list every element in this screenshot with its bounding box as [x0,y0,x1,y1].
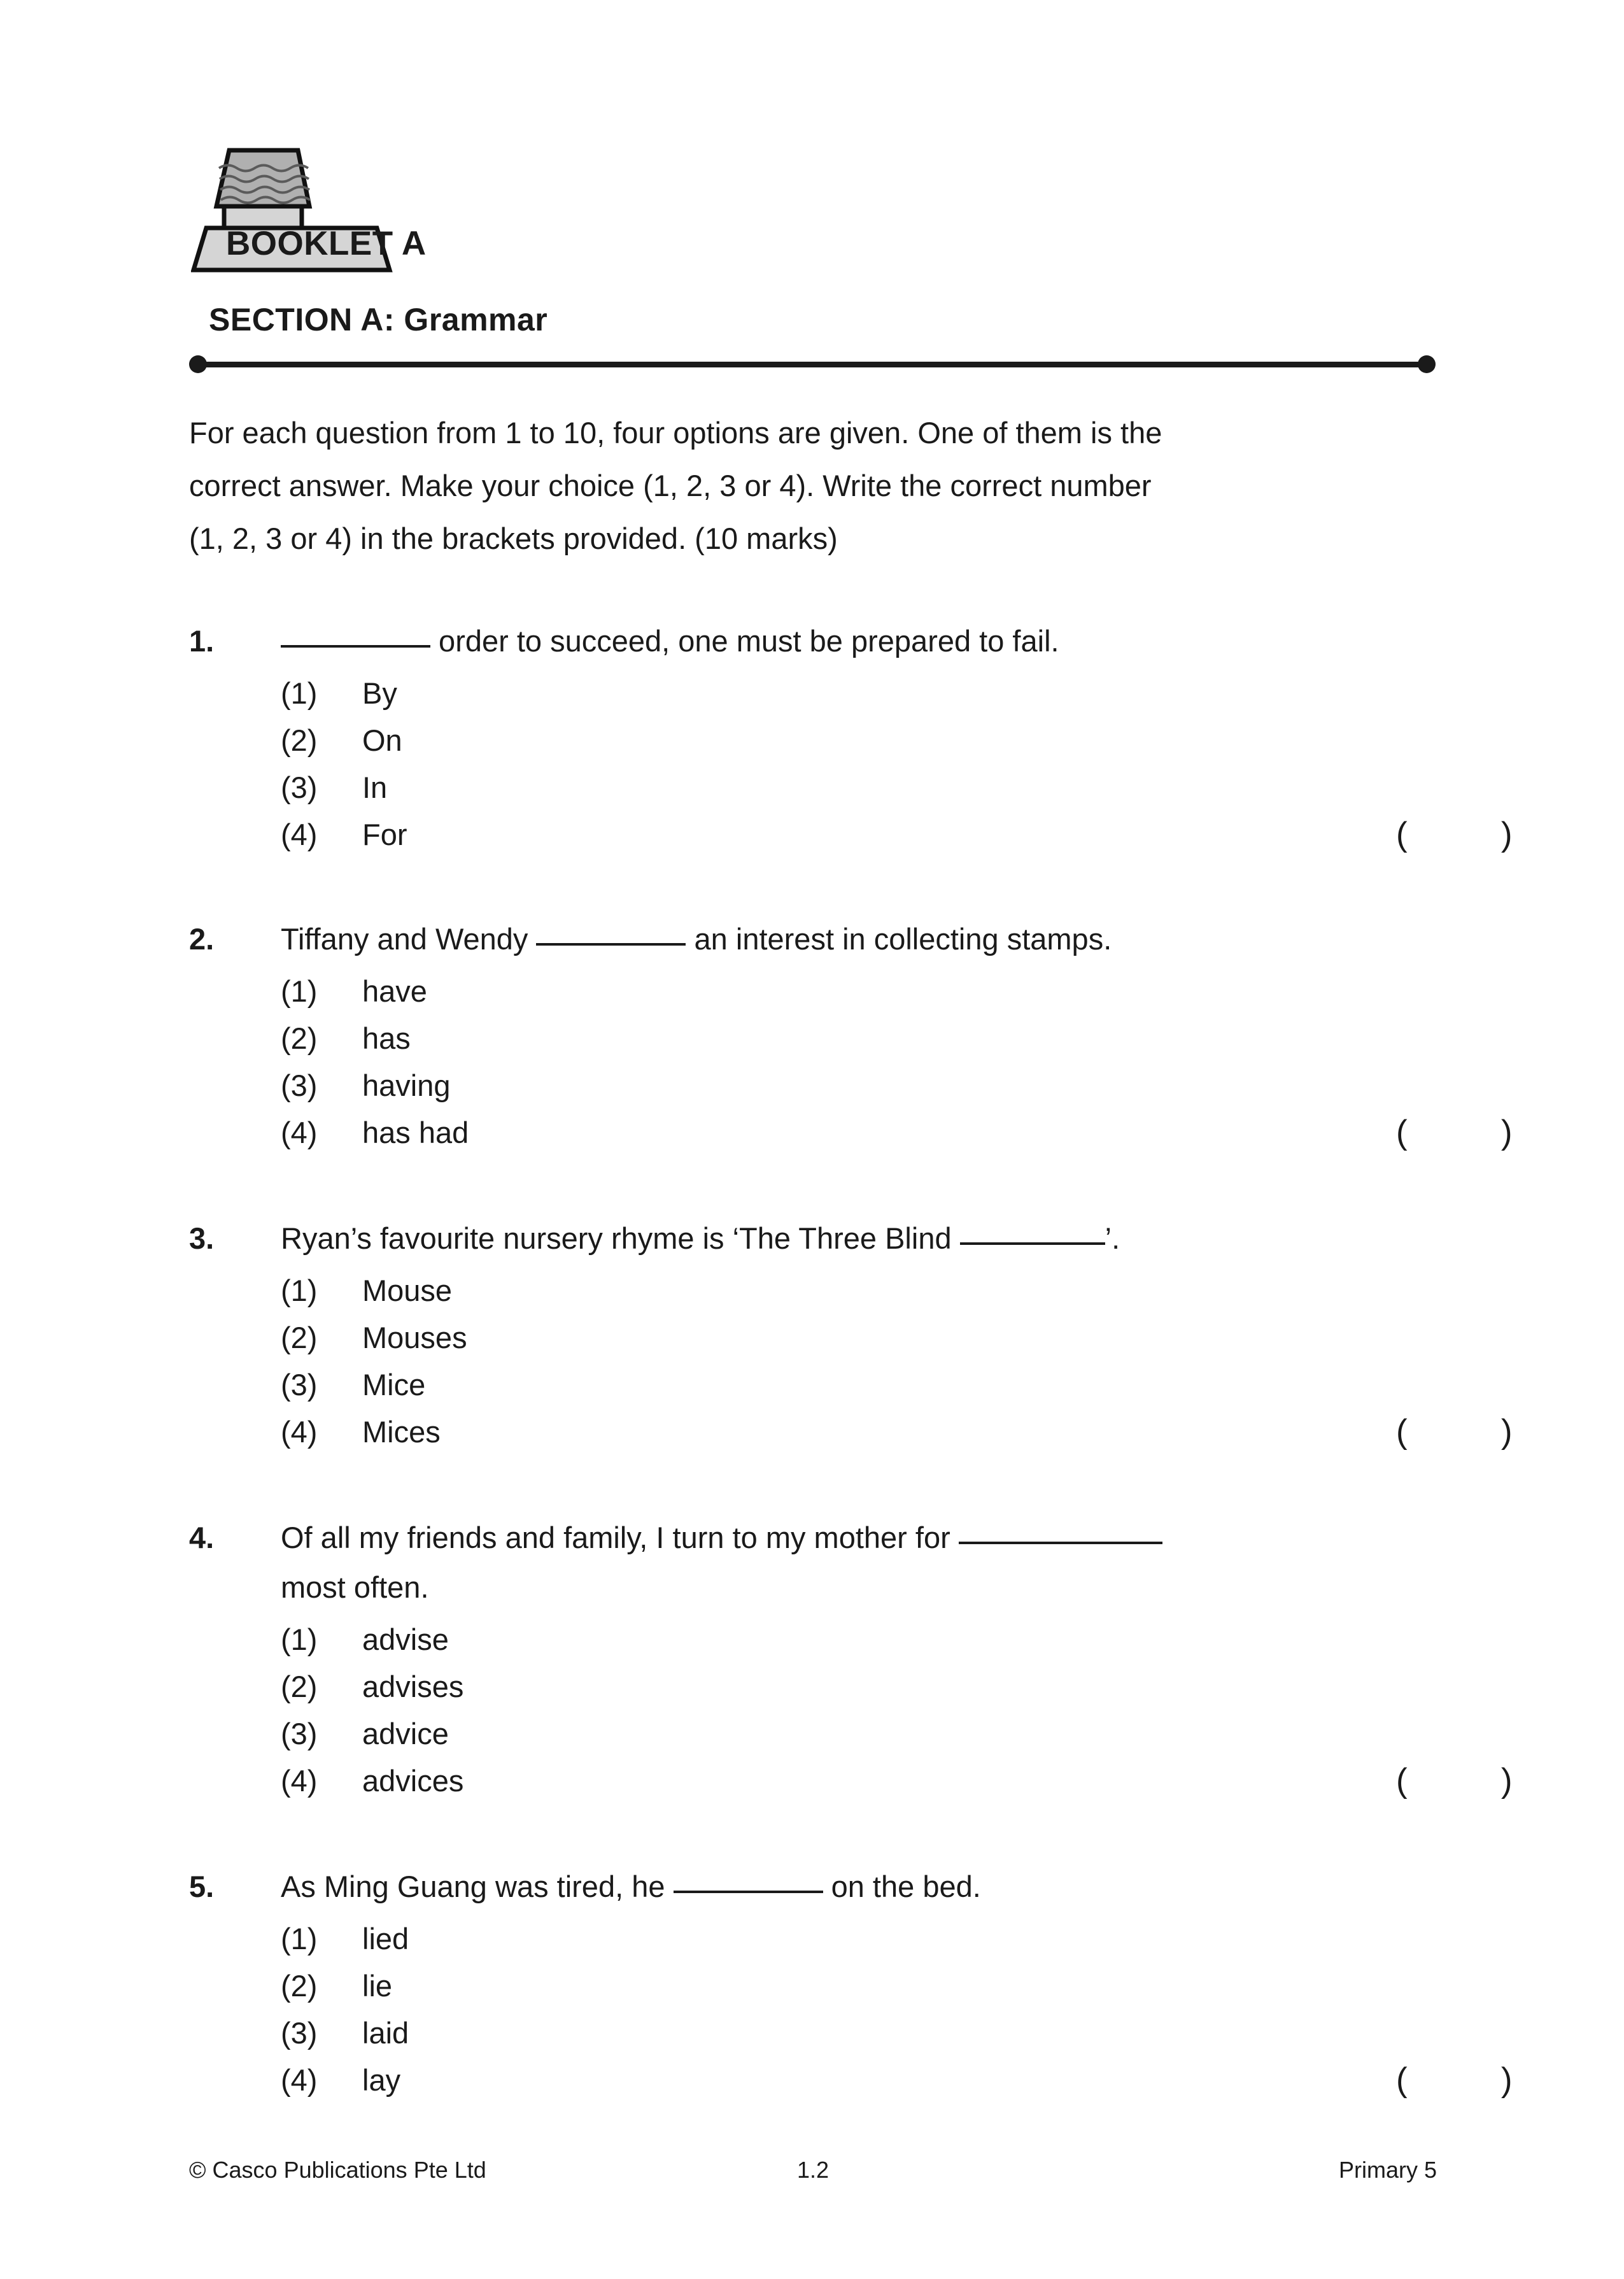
answer-brackets[interactable]: ( ) [1396,816,1513,853]
option-number: (2) [281,1670,318,1703]
question-2-stem-before: Tiffany and Wendy [281,922,537,956]
question-2-options [281,968,1513,1156]
question-4 [189,1513,1513,1805]
question-2-stem-after: an interest in collecting stamps. [686,922,1112,956]
option-number: (3) [281,2016,318,2050]
question-2-blank[interactable] [536,921,686,946]
option-row[interactable] [281,1062,1437,1109]
option-number: (4) [281,1116,318,1149]
option-row[interactable] [281,1915,1437,1963]
question-5 [189,1862,1513,2104]
option-row[interactable] [281,1757,1513,1805]
instructions-line-1-text: For each question from 1 to 10, four options are given. One of them is the [189,416,1162,450]
option-label: Mices [362,1415,441,1449]
instructions-line-2-text: correct answer. Make your choice (1, 2, 3 or 4). Write the correct number [189,469,1152,502]
option-label: has had [362,1116,469,1149]
option-row[interactable] [281,1616,1437,1663]
option-number: (1) [281,1922,318,1956]
option-row[interactable] [281,1409,1513,1456]
question-1-text [281,616,1437,666]
answer-brackets[interactable]: ( ) [1396,1762,1513,1800]
divider-dot-right [1418,355,1436,373]
question-4-stem-before: Of all my friends and family, I turn to my mother for [281,1521,959,1554]
option-number: (4) [281,1764,318,1798]
option-number: (3) [281,1368,318,1402]
question-4-options [281,1616,1513,1805]
question-2-text [281,914,1437,964]
question-1-options [281,670,1513,858]
page-footer [189,2151,1437,2189]
option-number: (1) [281,676,318,710]
option-row[interactable] [281,764,1437,811]
question-4-blank[interactable] [959,1520,1162,1544]
page-number: 1.2 [796,2157,830,2183]
question-4-text-continued: most often. [281,1570,429,1604]
option-number: (4) [281,2063,318,2097]
question-2-stem [189,914,1437,964]
question-1 [189,616,1513,858]
section-divider [189,355,1436,373]
option-label: advice [362,1717,449,1750]
answer-brackets[interactable]: ( ) [1396,1114,1513,1151]
divider-bar [197,362,1428,367]
level-label: Primary 5 [1338,2157,1437,2183]
option-row[interactable] [281,1663,1437,1710]
booklet-label: BOOKLET A [226,225,427,262]
option-row[interactable] [281,2057,1513,2104]
option-label: lie [362,1969,393,2003]
question-2-number: 2. [189,922,215,956]
copyright-notice: © Casco Publications Pte Ltd [189,2157,486,2183]
option-label: lay [362,2063,401,2097]
question-3-text [281,1214,1437,1263]
option-row[interactable] [281,2010,1437,2057]
option-label: advises [362,1670,464,1703]
question-3-options [281,1267,1513,1456]
question-4-stem [189,1513,1437,1612]
instructions-line-2 [189,459,1436,512]
question-5-stem-before: As Ming Guang was tired, he [281,1870,674,1903]
option-number: (4) [281,1415,318,1449]
option-row[interactable] [281,1710,1437,1757]
option-number: (3) [281,1069,318,1102]
option-row[interactable] [281,717,1437,764]
question-1-number: 1. [189,624,215,658]
answer-brackets[interactable]: ( ) [1396,2061,1513,2099]
option-label: has [362,1021,411,1055]
option-number: (2) [281,1969,318,2003]
option-row[interactable] [281,670,1437,717]
option-row[interactable] [281,1267,1437,1314]
answer-brackets[interactable]: ( ) [1396,1413,1513,1451]
question-5-stem-after: on the bed. [823,1870,981,1903]
option-number: (3) [281,770,318,804]
option-label: Mouses [362,1321,467,1354]
option-label: have [362,974,427,1008]
option-number: (1) [281,1622,318,1656]
question-1-stem [189,616,1437,666]
option-label: For [362,818,407,851]
question-1-stem-after: order to succeed, one must be prepared to fail. [430,624,1059,658]
option-number: (2) [281,723,318,757]
question-3-stem [189,1214,1437,1263]
option-number: (2) [281,1321,318,1354]
option-row[interactable] [281,1361,1437,1409]
option-row[interactable] [281,968,1437,1015]
question-3-stem-before: Ryan’s favourite nursery rhyme is ‘The Three Blind [281,1221,960,1255]
instructions-line-1 [189,406,1436,459]
option-row[interactable] [281,1314,1437,1361]
question-2 [189,914,1513,1156]
question-1-blank[interactable] [281,623,430,648]
option-label: lied [362,1922,409,1956]
question-5-blank[interactable] [674,1869,823,1893]
option-label: On [362,723,402,757]
question-4-text [281,1513,1437,1563]
option-row[interactable] [281,1109,1513,1156]
question-5-text [281,1862,1437,1912]
option-label: In [362,770,388,804]
question-3 [189,1214,1513,1456]
question-4-number: 4. [189,1521,215,1554]
option-label: Mice [362,1368,426,1402]
question-3-stem-after: ’. [1105,1221,1120,1255]
option-number: (1) [281,974,318,1008]
option-label: advise [362,1622,449,1656]
question-5-number: 5. [189,1870,215,1903]
question-3-blank[interactable] [960,1221,1105,1245]
option-row[interactable] [281,811,1513,858]
instructions-paragraph [189,406,1437,565]
option-label: Mouse [362,1274,453,1307]
option-number: (4) [281,818,318,851]
option-label: laid [362,2016,409,2050]
question-3-number: 3. [189,1221,215,1255]
option-label: By [362,676,397,710]
question-5-stem [189,1862,1437,1912]
instructions-line-3: (1, 2, 3 or 4) in the brackets provided. (10 marks) [189,522,838,555]
option-row[interactable] [281,1015,1437,1062]
option-number: (1) [281,1274,318,1307]
question-5-options [281,1915,1513,2104]
option-number: (3) [281,1717,318,1750]
option-row[interactable] [281,1963,1437,2010]
option-label: having [362,1069,451,1102]
option-label: advices [362,1764,464,1798]
section-heading: SECTION A: Grammar [209,302,548,337]
option-number: (2) [281,1021,318,1055]
